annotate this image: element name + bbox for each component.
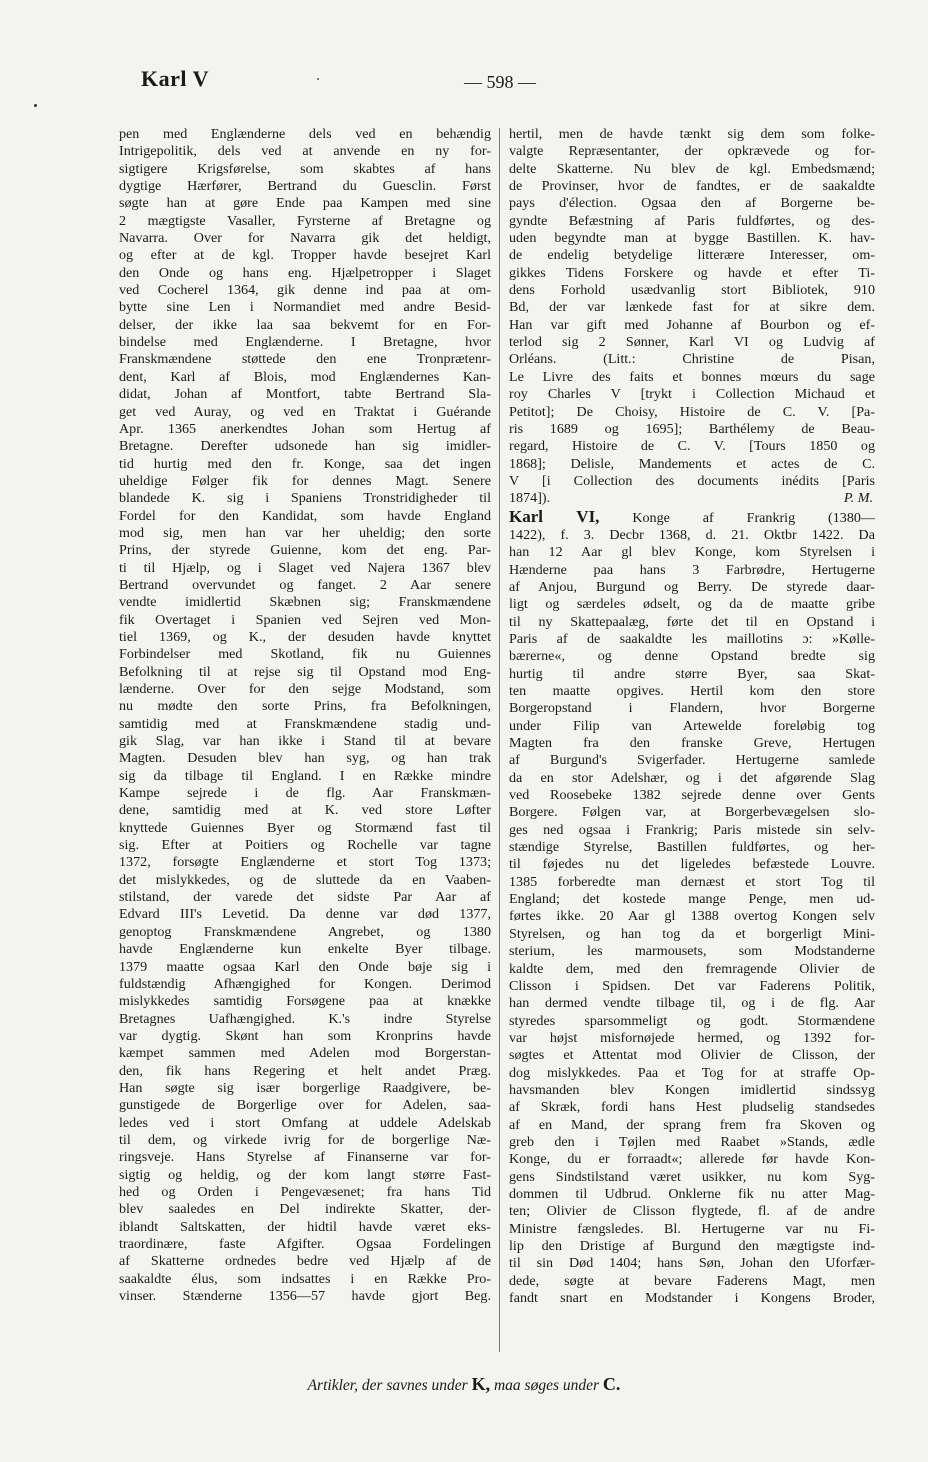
text-line: terlod sig 2 Sønner, Karl VI og Ludvig af (509, 334, 875, 351)
text-line: lænderne. Over for den sejge Modstand, som (119, 681, 491, 697)
text-line: han dermed vendte tilbage til, og i de flg. Aar (509, 995, 875, 1012)
text-line: greb den i Tøjlen med Raabet »Stands, ædle (509, 1133, 875, 1150)
text-line: kaldte dem, med den fremragende Olivier de (509, 960, 875, 977)
text-line: dene, samtidig med at K. ved store Løfter (119, 802, 491, 819)
text-line: Bertrand overvundet og fanget. 2 Aar senere (119, 576, 491, 593)
author-signature: P. M. (843, 490, 873, 507)
text-line: delser, der ikke laa saa bekvemt for en For- (119, 316, 491, 333)
text-line: ti til Hjælp, og i Slaget ved Najera 1367 blev (119, 559, 491, 576)
citation-end: 1874]). (509, 490, 551, 507)
entry-heading: Karl VI, (509, 507, 600, 526)
text-line: fik Overtaget i Spanien ved Sejren ved Mon- (119, 611, 491, 628)
text-line: V [i Collection des documents inédits [Paris (509, 472, 875, 489)
text-line: stilstand, der varede det sidste Par Aar af (119, 889, 491, 906)
text-line (509, 490, 875, 507)
text-line: Styrelsen, og han tog da et borgerligt Mini- (509, 925, 875, 942)
footer-letter-k: K, (471, 1374, 491, 1394)
text-line: 1379 maatte ogsaa Karl den Onde bøje sig i (119, 958, 491, 975)
text-line: Magten fra den franske Greve, Hertugen (509, 735, 875, 752)
text-line: søgte han at gøre Ende paa Kampen med sine (119, 195, 491, 212)
text-line: til dem, og virkede ivrig for de borgerlige Næ- (119, 1131, 491, 1148)
running-head-title: Karl V (141, 66, 209, 91)
text-line: ten maatte opgives. Hertil kom den store (509, 683, 875, 699)
text-line: mod sig, men han var her uheldig; den sorte (119, 524, 491, 541)
text-line: de endelig betydelige litterære Interesser, om- (509, 247, 875, 264)
text-line: Borgere. Følgen var, at Borgerbevægelsen slo- (509, 804, 875, 821)
text-line: stændige Styrelse, Bastillen fuldførtes, og her- (509, 839, 875, 856)
text-line: Han var gift med Johanne af Bourbon og ef- (509, 316, 875, 333)
text-line: og efter at de kgl. Tropper havde besejret Karl (119, 247, 491, 264)
text-line: Befolkning til at rejse sig til Opstand mod Eng- (119, 663, 491, 680)
text-line: gens Sindstilstand været usikker, nu kom Syg- (509, 1168, 875, 1185)
text-line: dog mislykkedes. Paa et Tog for at straffe Op- (509, 1064, 875, 1081)
text-line: hurtig til andre større Byer, saa Skat- (509, 665, 875, 682)
text-line: Bd, der var lænkede fast for at sikre dem. (509, 299, 875, 316)
text-line: knyttede Guiennes Byer og Stormænd fast til (119, 819, 491, 836)
text-line: den, fik hans Regering et helt andet Præg. (119, 1062, 491, 1079)
text-line: til sin Død 1404; hans Søn, Johan den Uforfær- (509, 1255, 875, 1272)
page-number: — 598 — (464, 72, 536, 92)
text-line: sig da tilbage til England. I en Række mindre (119, 767, 491, 784)
text-line: dens Forhold usædvanlig stort Bibliotek, 910 (509, 282, 875, 299)
text-line: uheldige Følger fik for dennes Magt. Senere (119, 472, 491, 489)
text-line: sigtigere Krigsførelse, som skabtes af hans (119, 160, 491, 177)
text-line: Borgeropstand i Flandern, hvor Borgerne (509, 700, 875, 717)
text-line: ved Roosebeke 1382 sejrede denne over Gents (509, 787, 875, 804)
text-line: kæmpet sammen med Adelen mod Borgerstan- (119, 1045, 491, 1062)
text-line: 2 mægtigste Vasaller, Fyrsterne af Bretagne og (119, 212, 491, 229)
text-line: førtes ikke. 20 Aar gl 1388 overtog Kongen selv (509, 908, 875, 925)
text-line: saakaldte élus, som indsattes i en Række Pro- (119, 1270, 491, 1287)
text-line: mislykkedes samtidig Forsøgene paa at knække (119, 993, 491, 1010)
text-line: søgtes et Attentat mod Olivier de Clisson, der (509, 1047, 875, 1064)
text-line: ten; Olivier de Clisson flygtede, fl. af de andre (509, 1203, 875, 1220)
text-line: af Skræk, fordi hans Hest pludselig standsedes (509, 1099, 875, 1116)
text-line: sig. Efter at Poitiers og Rochelle var tagne (119, 837, 491, 854)
text-line: delte Skatterne. Nu blev de kgl. Embedsmænd; (509, 160, 875, 177)
text-line: 1385 forberedte man dernæst et stort Tog til (509, 873, 875, 890)
text-line: get ved Auray, og ved en Traktat i Guérande (119, 403, 491, 420)
text-line: dent, Karl af Blois, mod Englændernes Kan- (119, 368, 491, 385)
text-line: roy Charles V [trykt i Collection Michaud et (509, 386, 875, 403)
text-line: dygtige Hærfører, Bertrand du Guesclin. Først (119, 178, 491, 195)
text-line: vinser. Stænderne 1356—57 havde gjort Beg. (119, 1288, 491, 1305)
text-line: gikkes Tidens Forskere og havde et efter Ti- (509, 264, 875, 281)
text-line: 1422), f. 3. Decbr 1368, d. 21. Oktbr 1422. Da (509, 526, 875, 543)
text-line: Bretagnes Uafhængighed. K.'s indre Styrelse (119, 1010, 491, 1027)
text-line: sigtig og heldig, og der kom langt større Fast- (119, 1166, 491, 1183)
text-line: gyndte Befæstning af Paris fuldførtes, og des- (509, 212, 875, 229)
text-line: Franskmændene støttede den ene Tronprætenr- (119, 351, 491, 368)
text-line: ledes ved i stort Omfang at uddele Adelskab (119, 1114, 491, 1131)
text-line: det mislykkedes, og de sluttede da en Vaaben- (119, 871, 491, 888)
entry-heading-rest: Konge af Frankrig (1380— (632, 509, 875, 526)
text-line: iblandt Saltskatten, der hidtil havde været eks- (119, 1218, 491, 1235)
text-line: havsmanden blev Kongen imidlertid sindssyg (509, 1081, 875, 1098)
text-line: uden begyndte man at bygge Bastillen. K. hav- (509, 230, 875, 247)
text-line: Petitot]; De Choisy, Histoire de C. V. [Pa- (509, 403, 875, 420)
text-line: ved Cocherel 1364, gik denne ind paa at om- (119, 282, 491, 299)
footer-note (0, 1374, 928, 1395)
text-line: 1868]; Delisle, Mandements et actes de C. (509, 455, 875, 472)
text-line: sterium, les marmousets, som Modstanderne (509, 943, 875, 960)
text-line: didat, Johan af Montfort, tabte Bertrand Sla- (119, 386, 491, 403)
text-line: hertil, men de havde tænkt sig dem som folke- (509, 126, 875, 142)
text-line: den Onde og hans eng. Hjælpetropper i Slaget (119, 264, 491, 281)
footer-text: Artikler, der savnes under (307, 1377, 468, 1394)
text-line: Magten. Desuden blev han syg, og han trak (119, 750, 491, 767)
text-line: ringsveje. Hans Styrelse af Finanserne var for- (119, 1149, 491, 1166)
text-line: blandede K. sig i Spaniens Tronstridigheder til (119, 490, 491, 507)
text-line: havde Englænderne kun enkelte Byer tilbage. (119, 941, 491, 958)
footer-letter-c: C. (602, 1374, 621, 1394)
text-line: Fordel for den Kandidat, som havde England (119, 507, 491, 524)
text-line: lip den Dristige af Burgund den mægtigste ind- (509, 1238, 875, 1254)
text-line: Ministre fængsledes. Bl. Hertugerne var nu Fi- (509, 1220, 875, 1237)
text-line: dommen til Udbrud. Onklerne fik nu atter Mag- (509, 1185, 875, 1202)
text-line: England; det kostede mange Penge, men ud- (509, 891, 875, 908)
text-line: gik Slag, var han ikke i Stand til at bevare (119, 733, 491, 750)
text-line: bærerne«, og denne Opstand bredte sig (509, 648, 875, 665)
margin-mark (317, 78, 319, 80)
text-line: vendte imidlertid Skæbnen sig; Franskmændene (119, 594, 491, 611)
text-line: ges ned ogsaa i Frankrig; Paris mistede sin selv- (509, 821, 875, 838)
text-line: genoptog Franskmændene Angrebet, og 1380 (119, 923, 491, 940)
text-line: bindelse med Englænderne. I Bretagne, hvor (119, 334, 491, 351)
text-line: af Skatterne ordnedes bedre ved Hjælp af de (119, 1253, 491, 1270)
text-line: blev saaledes en Del indirekte Skatter, der- (119, 1201, 491, 1218)
text-line: ris 1689 og 1695]; Barthélemy de Beau- (509, 420, 875, 437)
text-line: hed og Orden i Pengevæsenet; fra hans Tid (119, 1183, 491, 1200)
text-line: Paris af de saakaldte les maillotins ɔ: »Kølle- (509, 630, 875, 647)
text-line: samtidig med at Franskmændene stadig und- (119, 715, 491, 732)
text-line: dede, søgte at bevare Faderens Magt, men (509, 1272, 875, 1289)
text-line: Bretagne. Derefter udsonede han sig imidler- (119, 438, 491, 455)
text-line: pays d'élection. Ogsaa den af Borgerne be- (509, 195, 875, 212)
text-line: han 12 Aar gl blev Konge, kom Styrelsen i (509, 544, 875, 561)
text-line: da en stor Adelshær, og i det afgørende Slag (509, 769, 875, 786)
text-line: tiel 1369, og K., der desuden havde knyttet (119, 628, 491, 645)
text-line: pen med Englænderne dels ved en behændig (119, 126, 491, 142)
footer-text: maa søges under (493, 1377, 600, 1394)
text-line: under Filip van Artewelde foreløbig tog (509, 717, 875, 734)
text-line: gunstigede de Borgerlige over for Adelen, saa- (119, 1097, 491, 1114)
column-divider (499, 128, 500, 1352)
text-line: nu mødte den sorte Prins, fra Befolkningen, (119, 698, 491, 715)
entry-heading-line (509, 508, 875, 527)
text-line: styredes sparsommeligt og godt. Stormændene (509, 1012, 875, 1029)
left-column (119, 126, 491, 1305)
text-line: af Burgund's Svigerfader. Hertugerne samlede (509, 752, 875, 769)
text-line: 1372, forsøgte Englænderne et stort Tog 1373; (119, 854, 491, 871)
text-line: var højst misfornøjede hermed, og 1392 for- (509, 1029, 875, 1046)
text-line: Kampe sejrede i de flg. Aar Franskmæn- (119, 785, 491, 802)
text-line: fandt snart en Modstander i Kongens Broder, (509, 1290, 875, 1307)
text-line: traordinære, faste Afgifter. Ogsaa Fordelingen (119, 1236, 491, 1252)
text-line: Han søgte sig især borgerlige Raadgivere, be- (119, 1079, 491, 1096)
text-line: af Anjou, Burgund og Berry. De styrede daar- (509, 578, 875, 595)
text-line: Navarra. Over for Navarra gik det heldigt, (119, 230, 491, 247)
text-line: til ny Skattepaalæg, førte det til en Opstand i (509, 613, 875, 630)
margin-mark (34, 104, 37, 107)
text-line: de Provinser, hvor de fandtes, er de saakaldte (509, 178, 875, 195)
text-line: bytte sine Len i Normandiet med andre Besid- (119, 299, 491, 316)
text-line: Orléans. (Litt.: Christine de Pisan, (509, 351, 875, 368)
right-column (509, 126, 875, 1307)
text-line: af en Mand, der sprang frem fra Skoven og (509, 1116, 875, 1133)
text-line: regard, Histoire de C. V. [Tours 1850 og (509, 438, 875, 455)
text-line: Forbindelser med Skotland, fik nu Guiennes (119, 646, 491, 663)
text-line: ligt og særdeles ødselt, og da de maatte gribe (509, 596, 875, 613)
text-line: valgte Repræsentanter, der opkrævede og for- (509, 143, 875, 160)
text-line: Clisson i Spidsen. Det var Faderens Politik, (509, 977, 875, 994)
text-line: Edvard III's Levetid. Da denne var død 1377, (119, 906, 491, 923)
text-line: Le Livre des faits et bonnes mœurs du sage (509, 368, 875, 385)
text-line: tid hurtig med den fr. Konge, saa det ingen (119, 455, 491, 472)
text-line: var dygtig. Skønt han som Kronprins havde (119, 1027, 491, 1044)
text-line: Hænderne paa hans 3 Farbrødre, Hertugerne (509, 561, 875, 578)
text-line: Konge, du er forraadt«; allerede før havde Kon- (509, 1151, 875, 1168)
text-line: Intrigepolitik, dels ved at anvende en ny for- (119, 143, 491, 160)
text-line: fuldstændig Afhængighed for Kongen. Derimod (119, 975, 491, 992)
text-line: Apr. 1365 anerkendtes Johan som Hertug af (119, 420, 491, 437)
text-line: til føjedes nu det ligeledes befæstede Louvre. (509, 856, 875, 873)
text-line: Prins, der styrede Guienne, kom det eng. Par- (119, 542, 491, 559)
